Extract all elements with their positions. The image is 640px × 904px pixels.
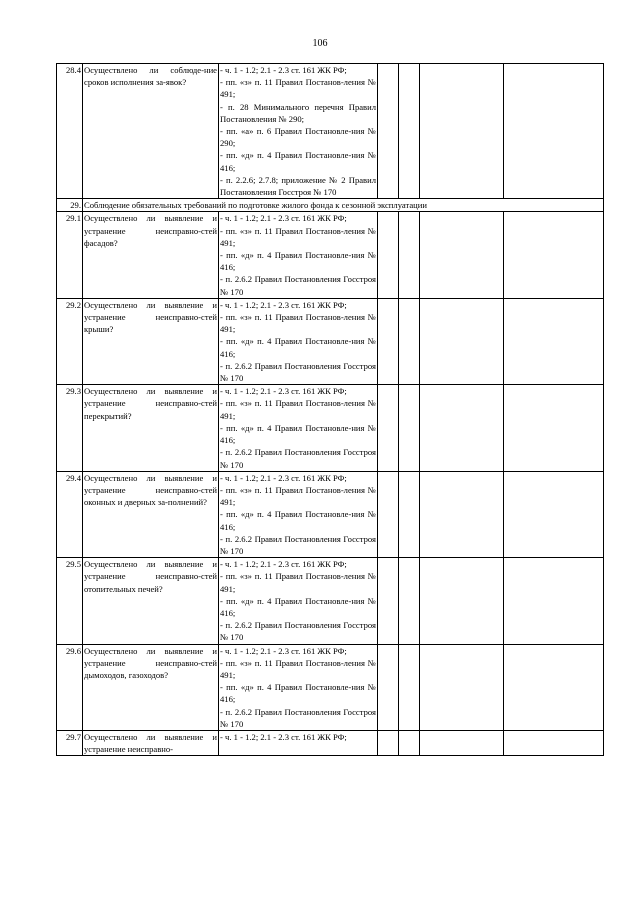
item-number: 29.3 xyxy=(57,385,83,471)
legal-references xyxy=(219,644,378,730)
answer-cell-na xyxy=(420,64,504,199)
comment-cell xyxy=(504,558,604,644)
reference-line: - пп. «д» п. 4 Правил Постановле-ния № 416; xyxy=(220,595,376,618)
answer-cell-na xyxy=(420,298,504,384)
answer-cell-yes xyxy=(378,298,399,384)
answer-cell-no xyxy=(399,385,420,471)
legal-references xyxy=(219,730,378,755)
answer-cell-na xyxy=(420,730,504,755)
reference-line: - ч. 1 - 1.2; 2.1 - 2.3 ст. 161 ЖК РФ; xyxy=(220,386,347,397)
reference-line: - пп. «д» п. 4 Правил Постановле-ния № 416; xyxy=(220,682,376,705)
table-row xyxy=(57,298,604,384)
answer-cell-na xyxy=(420,644,504,730)
table-row xyxy=(57,212,604,298)
answer-cell-no xyxy=(399,64,420,199)
answer-cell-na xyxy=(420,385,504,471)
item-number: 29.5 xyxy=(57,558,83,644)
section-row xyxy=(57,199,604,212)
item-number: 29.7 xyxy=(57,730,83,755)
item-number: 29.1 xyxy=(57,212,83,298)
section-number: 29. xyxy=(57,199,83,212)
answer-cell-yes xyxy=(378,558,399,644)
legal-references xyxy=(219,298,378,384)
comment-cell xyxy=(504,644,604,730)
reference-line: - п. 2.6.2 Правил Постановления Госстроя № 170 xyxy=(220,274,376,297)
reference-line: - ч. 1 - 1.2; 2.1 - 2.3 ст. 161 ЖК РФ; xyxy=(220,645,347,656)
item-number: 29.6 xyxy=(57,644,83,730)
table-row xyxy=(57,385,604,471)
question-text: Осуществлено ли выявление и устранение неисправно-стей дымоходов, газоходов? xyxy=(83,644,219,730)
answer-cell-na xyxy=(420,471,504,557)
reference-line: - пп. «з» п. 11 Правил Постанов-ления № 491; xyxy=(220,571,376,594)
reference-line: - ч. 1 - 1.2; 2.1 - 2.3 ст. 161 ЖК РФ; xyxy=(220,65,347,75)
item-number: 29.4 xyxy=(57,471,83,557)
legal-references xyxy=(219,212,378,298)
answer-cell-no xyxy=(399,730,420,755)
reference-line: - пп. «а» п. 6 Правил Постановле-ния № 290; xyxy=(220,126,376,149)
reference-line: - п. 2.6.2 Правил Постановления Госстроя № 170 xyxy=(220,620,376,643)
question-text: Осуществлено ли выявление и устранение неисправно-стей фасадов? xyxy=(83,212,219,298)
item-number: 28.4 xyxy=(57,64,83,199)
legal-references xyxy=(219,558,378,644)
reference-line: - пп. «з» п. 11 Правил Постанов-ления № 491; xyxy=(220,657,376,680)
answer-cell-yes xyxy=(378,730,399,755)
comment-cell xyxy=(504,385,604,471)
reference-line: - п. 2.6.2 Правил Постановления Госстроя № 170 xyxy=(220,533,376,556)
answer-cell-no xyxy=(399,298,420,384)
comment-cell xyxy=(504,471,604,557)
table-row xyxy=(57,471,604,557)
question-text: Осуществлено ли соблюде-ние сроков исполнения за-явок? xyxy=(83,64,219,199)
question-text: Осуществлено ли выявление и устранение неисправно-стей оконных и дверных за-полнений? xyxy=(83,471,219,557)
question-text: Осуществлено ли выявление и устранение неисправно-стей крыши? xyxy=(83,298,219,384)
reference-line: - пп. «з» п. 11 Правил Постанов-ления № 491; xyxy=(220,312,376,335)
reference-line: - п. 2.2.6; 2.7.8; приложение № 2 Правил Постановления Госстроя № 170 xyxy=(220,174,376,198)
table-row xyxy=(57,730,604,755)
question-text: Осуществлено ли выявление и устранение неисправно- xyxy=(84,731,217,755)
table-row xyxy=(57,644,604,730)
question-text: Осуществлено ли выявление и устранение неисправно-стей отопительных печей? xyxy=(83,558,219,644)
reference-line: - пп. «д» п. 4 Правил Постановле-ния № 416; xyxy=(220,509,376,532)
checklist-table xyxy=(56,63,604,756)
section-title: Соблюдение обязательных требований по подготовке жилого фонда к сезонной эксплуатации xyxy=(83,199,604,212)
answer-cell-yes xyxy=(378,212,399,298)
legal-references xyxy=(219,385,378,471)
reference-line: - пп. «з» п. 11 Правил Постанов-ления № 491; xyxy=(220,225,376,248)
answer-cell-yes xyxy=(378,64,399,199)
reference-line: - пп. «д» п. 4 Правил Постановле-ния № 416; xyxy=(220,150,376,173)
reference-line: - п. 28 Минимального перечня Правил Постановления № 290; xyxy=(220,101,376,124)
reference-line: - ч. 1 - 1.2; 2.1 - 2.3 ст. 161 ЖК РФ; xyxy=(220,472,347,483)
reference-line: - пп. «д» п. 4 Правил Постановле-ния № 416; xyxy=(220,422,376,446)
reference-line: - пп. «з» п. 11 Правил Постанов-ления № 491; xyxy=(220,484,376,508)
table-row xyxy=(57,558,604,644)
question-text: Осуществлено ли выявление и устранение неисправно-стей перекрытий? xyxy=(83,385,219,471)
reference-line: - ч. 1 - 1.2; 2.1 - 2.3 ст. 161 ЖК РФ; xyxy=(220,731,347,742)
reference-line: - ч. 1 - 1.2; 2.1 - 2.3 ст. 161 ЖК РФ; xyxy=(220,559,347,570)
reference-line: - пп. «д» п. 4 Правил Постановле-ния № 416; xyxy=(220,336,376,359)
answer-cell-no xyxy=(399,212,420,298)
comment-cell xyxy=(504,298,604,384)
reference-line: - п. 2.6.2 Правил Постановления Госстроя № 170 xyxy=(220,447,376,470)
comment-cell xyxy=(504,730,604,755)
reference-line: - п. 2.6.2 Правил Постановления Госстроя № 170 xyxy=(220,360,376,384)
reference-line: - пп. «д» п. 4 Правил Постановле-ния № 416; xyxy=(220,250,376,273)
reference-line: - п. 2.6.2 Правил Постановления Госстроя № 170 xyxy=(220,706,376,729)
answer-cell-yes xyxy=(378,471,399,557)
page-number: 106 xyxy=(312,38,328,49)
answer-cell-yes xyxy=(378,644,399,730)
answer-cell-na xyxy=(420,558,504,644)
comment-cell xyxy=(504,64,604,199)
answer-cell-no xyxy=(399,471,420,557)
comment-cell xyxy=(504,212,604,298)
reference-line: - ч. 1 - 1.2; 2.1 - 2.3 ст. 161 ЖК РФ; xyxy=(220,213,347,224)
reference-line: - ч. 1 - 1.2; 2.1 - 2.3 ст. 161 ЖК РФ; xyxy=(220,299,347,310)
answer-cell-yes xyxy=(378,385,399,471)
legal-references xyxy=(219,64,378,199)
table-row xyxy=(57,64,604,199)
answer-cell-no xyxy=(399,644,420,730)
legal-references xyxy=(219,471,378,557)
reference-line: - пп. «з» п. 11 Правил Постанов-ления № 491; xyxy=(220,398,376,421)
reference-line: - пп. «з» п. 11 Правил Постанов-ления № 491; xyxy=(220,77,376,100)
item-number: 29.2 xyxy=(57,298,83,384)
answer-cell-na xyxy=(420,212,504,298)
answer-cell-no xyxy=(399,558,420,644)
